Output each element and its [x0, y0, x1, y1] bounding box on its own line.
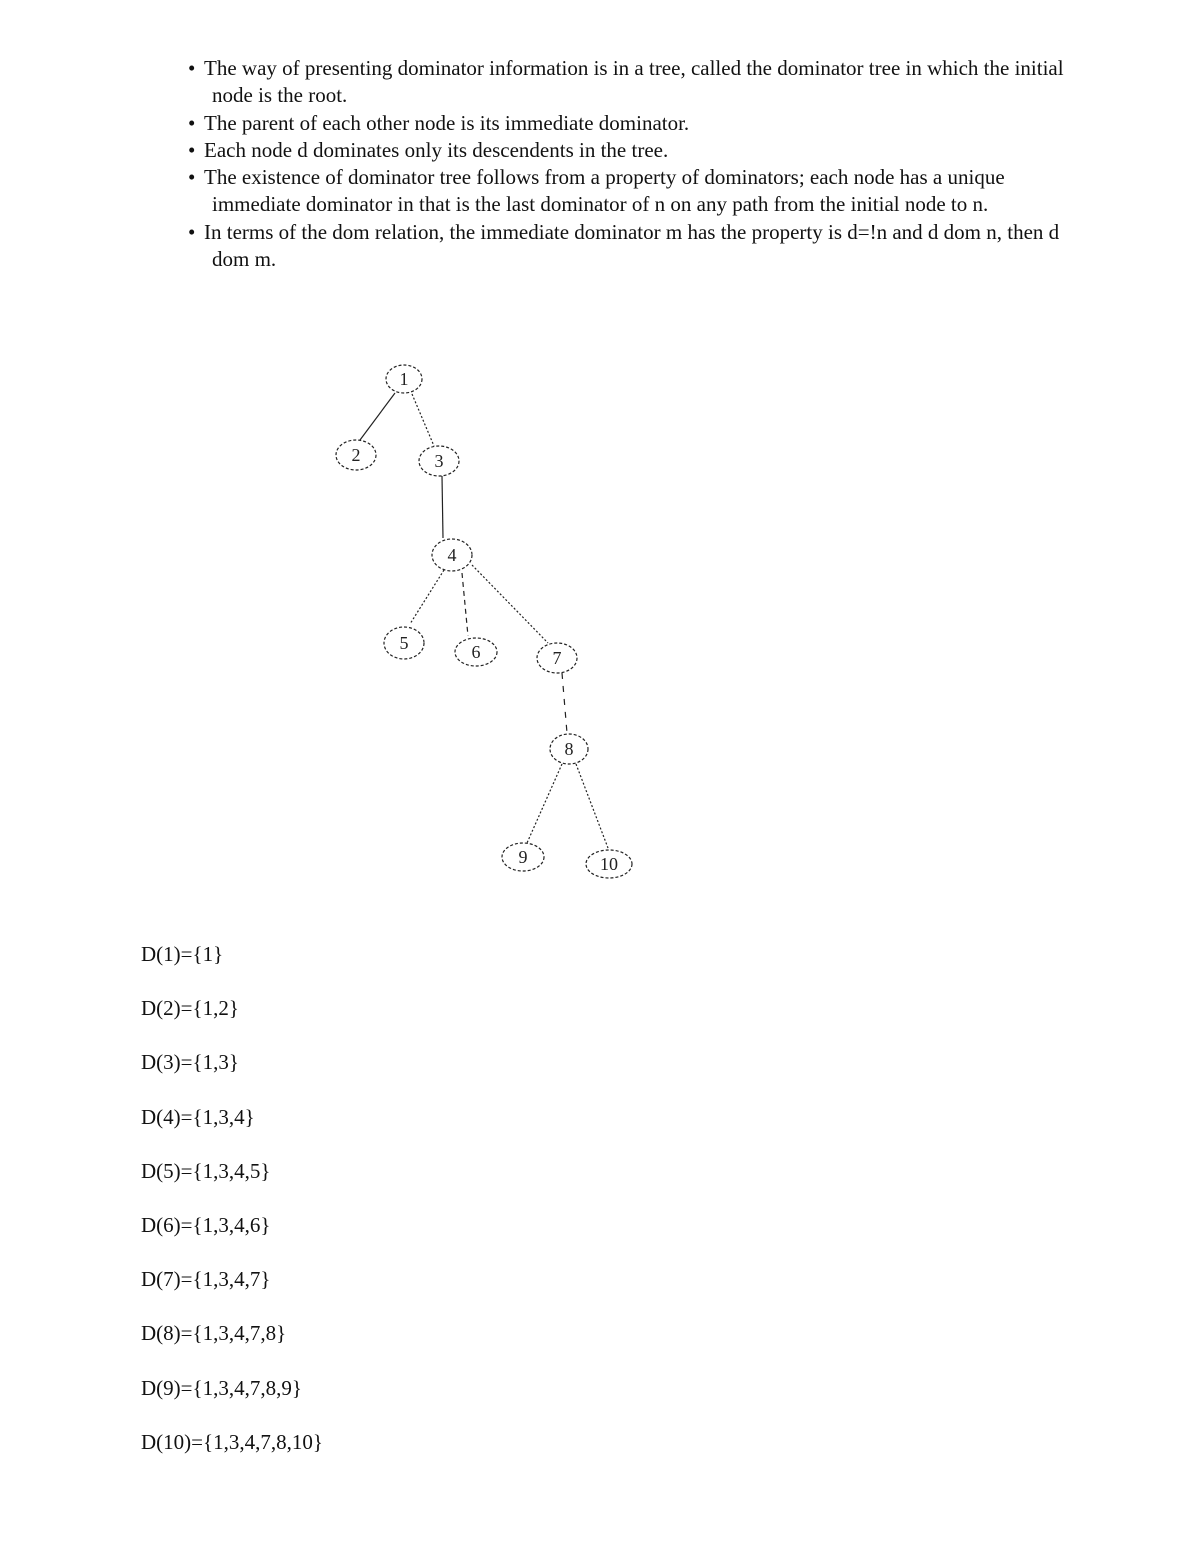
bullet-text: The parent of each other node is its immediate dominator. [204, 110, 690, 135]
dominator-set-item: D(7)={1,3,4,7} [141, 1267, 271, 1292]
tree-node-label: 9 [518, 847, 528, 867]
dominator-set-item: D(10)={1,3,4,7,8,10} [141, 1429, 323, 1454]
tree-node-1 [386, 365, 422, 393]
bullet-text: The existence of dominator tree follows from a property of dominators; each node has a unique immediate dominator in that is the last dominator of n on any path from the initial node to n. [204, 165, 1005, 217]
tree-edge-8-9 [527, 764, 562, 843]
bullet-dot-icon: • [188, 56, 196, 80]
tree-edge-4-6 [462, 573, 468, 636]
bullet-dot-icon: • [188, 137, 196, 162]
tree-node-label: 10 [600, 854, 618, 874]
bullet-dot-icon: • [188, 110, 196, 135]
tree-node-10 [586, 850, 632, 878]
tree-node-8 [550, 734, 588, 764]
dominator-set-item: D(3)={1,3} [141, 1050, 239, 1075]
tree-node-9 [502, 843, 544, 871]
tree-node-5 [384, 627, 424, 659]
dominator-set-item: D(2)={1,2} [141, 996, 239, 1021]
tree-node-label: 1 [399, 369, 409, 389]
tree-edge-1-3 [412, 394, 434, 446]
bullet-text: The way of presenting dominator information is in a tree, called the dominator tree in which the initial node is the root. [204, 56, 1064, 108]
dominator-set-item: D(1)={1} [141, 942, 224, 966]
tree-node-6 [455, 638, 497, 666]
tree-node-label: 4 [447, 545, 457, 565]
tree-edge-3-4 [442, 476, 443, 538]
tree-edge-8-10 [576, 764, 608, 848]
bullet-dot-icon: • [188, 219, 196, 244]
tree-node-label: 2 [351, 445, 361, 465]
tree-node-label: 6 [471, 642, 481, 662]
dominator-set-item: D(5)={1,3,4,5} [141, 1158, 271, 1183]
tree-node-label: 3 [434, 451, 444, 471]
dominator-set-item: D(4)={1,3,4} [141, 1104, 255, 1129]
tree-node-label: 7 [552, 648, 562, 668]
dominator-set-item: D(8)={1,3,4,7,8} [141, 1321, 287, 1346]
tree-node-label: 8 [564, 739, 574, 759]
tree-node-2 [336, 440, 376, 470]
tree-edge-1-2 [360, 393, 395, 440]
bullet-text: In terms of the dom relation, the immediate dominator m has the property is d=!n and d dom n, then d dom m. [204, 219, 1060, 272]
dominator-set-list [141, 940, 323, 1482]
bullet-dot-icon: • [188, 165, 196, 190]
tree-edge-7-8 [562, 673, 567, 733]
tree-node-label: 5 [399, 633, 409, 653]
tree-node-4 [432, 539, 472, 571]
tree-node-7 [537, 643, 577, 673]
tree-node-3 [419, 446, 459, 476]
bullet-text: Each node d dominates only its descendents in the tree. [204, 137, 669, 162]
tree-edge-4-5 [410, 570, 444, 624]
dominator-set-item: D(9)={1,3,4,7,8,9} [141, 1375, 302, 1400]
tree-edge-4-7 [472, 565, 548, 643]
dominator-set-item: D(6)={1,3,4,6} [141, 1212, 271, 1237]
